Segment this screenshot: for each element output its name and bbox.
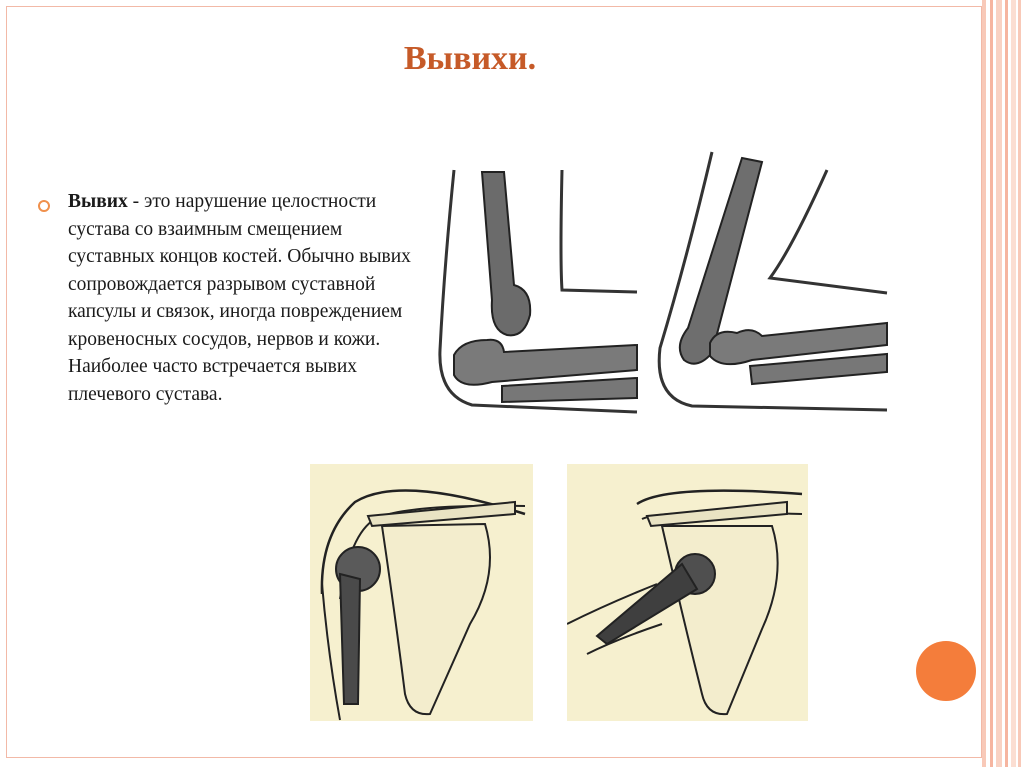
definition-term: Вывих [68, 191, 128, 212]
definition-text: - это нарушение целостности сустава со взаимным смещением суставных концов костей. Обычно вывих сопровождается разрывом суставной капсулы и связок, иногда повреждением кровеносных сосудов, нервов и кожи. Наиболее часто встречается вывих плечевого сустава. [68, 191, 411, 405]
ring-bullet-icon [38, 200, 50, 212]
side-stripes [982, 0, 1024, 767]
elbow-dislocated-illustration [652, 148, 890, 415]
definition-paragraph [68, 188, 420, 408]
shoulder-dislocated-illustration [567, 464, 808, 721]
shoulder-normal-illustration [310, 464, 533, 721]
slide-title: Вывихи. [403, 40, 537, 77]
orange-circle [916, 641, 976, 701]
elbow-normal-illustration [432, 150, 644, 415]
